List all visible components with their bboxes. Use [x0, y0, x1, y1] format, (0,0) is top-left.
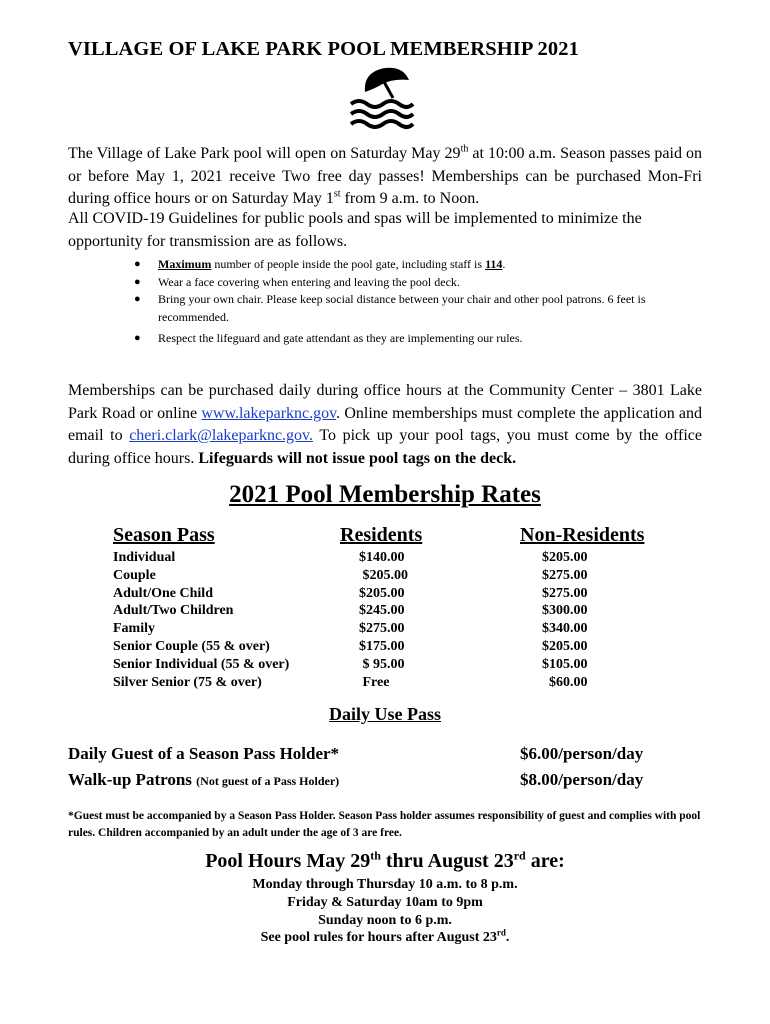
list-item: ● Bring your own chair. Please keep social distance between your chair and other pool patrons. 6 feet is recommended.: [134, 291, 714, 326]
guidelines-list: [134, 256, 714, 348]
daily-guest-label: Daily Guest of a Season Pass Holder*: [68, 744, 340, 763]
table-cell: $ 95.00: [359, 656, 405, 672]
table-cell: $205.00: [542, 638, 588, 654]
list-item: ● Wear a face covering when entering and leaving the pool deck.: [134, 274, 714, 292]
covid-intro-paragraph: All COVID-19 Guidelines for public pools and spas will be implemented to minimize the opportunity for transmission are as follows.: [68, 210, 642, 250]
table-cell: Couple: [113, 567, 156, 583]
walkup-price: $8.00/person/day: [520, 770, 644, 789]
hours-line: See pool rules for hours after August 23rd.: [260, 927, 510, 946]
table-cell: $275.00: [542, 567, 588, 583]
page-title: VILLAGE OF LAKE PARK POOL MEMBERSHIP 2021: [68, 38, 579, 60]
table-cell: $340.00: [542, 621, 588, 637]
rates-heading: 2021 Pool Membership Rates: [229, 481, 541, 508]
purchase-paragraph: Memberships can be purchased daily during office hours at the Community Center – 3801 Lake Park Road or online www.lakeparknc.gov. Online memberships must complete the application and email to cheri.clark@lakeparknc.gov. To pick up your pool tags, you must come by the office during office hours. Lifeguards will not issue pool tags on the deck.: [68, 382, 703, 467]
table-cell: $105.00: [542, 656, 588, 672]
bullet-icon: ●: [134, 332, 141, 344]
table-cell: $175.00: [359, 638, 405, 654]
table-cell: $205.00: [359, 567, 408, 583]
membership-type-column: [113, 549, 289, 691]
non-residents-price-column: [542, 549, 588, 691]
table-cell: $275.00: [359, 621, 405, 637]
table-cell: $60.00: [542, 674, 588, 690]
bullet-icon: ●: [134, 275, 141, 288]
hours-line: Monday through Thursday 10 a.m. to 8 p.m.: [252, 877, 518, 892]
table-cell: Silver Senior (75 & over): [113, 674, 262, 690]
table-cell: Adult/Two Children: [113, 603, 234, 619]
pool-hours-list: [0, 876, 770, 947]
email-link[interactable]: cheri.clark@lakeparknc.gov.: [129, 427, 314, 444]
table-cell: Free: [359, 674, 390, 690]
table-cell: Senior Individual (55 & over): [113, 656, 290, 672]
residents-price-column: [359, 549, 408, 691]
daily-guest-price: $6.00/person/day: [520, 744, 644, 763]
table-cell: $140.00: [359, 550, 405, 565]
table-cell: $245.00: [359, 603, 405, 619]
bullet-icon: ●: [134, 258, 141, 270]
daily-guest-row: [68, 744, 648, 764]
table-cell: Senior Couple (55 & over): [113, 638, 270, 654]
beach-umbrella-waves-icon: [345, 66, 415, 130]
table-cell: Adult/One Child: [113, 585, 213, 601]
daily-pass-heading: Daily Use Pass: [329, 704, 441, 724]
list-item: ● Respect the lifeguard and gate attendant as they are implementing our rules.: [134, 330, 714, 348]
table-cell: $300.00: [542, 603, 588, 619]
residents-column-header: Residents: [340, 524, 423, 546]
table-cell: Individual: [113, 550, 176, 565]
walkup-label: Walk-up Patrons: [68, 770, 197, 789]
table-cell: $205.00: [359, 585, 405, 601]
pool-hours-heading: Pool Hours May 29th thru August 23rd are:: [205, 848, 565, 872]
non-residents-column-header: Non-Residents: [520, 524, 645, 546]
bullet-icon: ●: [134, 293, 141, 305]
hours-line: Sunday noon to 6 p.m.: [318, 912, 452, 928]
hours-line: Friday & Saturday 10am to 9pm: [287, 894, 483, 910]
table-cell: Family: [113, 621, 155, 637]
season-pass-column-header: Season Pass: [113, 524, 215, 546]
list-item: ● Maximum number of people inside the pool gate, including staff is 114.: [134, 256, 714, 274]
walkup-row: [68, 770, 648, 790]
intro-paragraph: The Village of Lake Park pool will open on Saturday May 29th at 10:00 a.m. Season passes paid on or before May 1, 2021 receive Two free day passes! Memberships can be purchased Mon-Fri during office hours or on Saturday May 1st from 9 a.m. to Noon.: [68, 143, 702, 207]
walkup-note: (Not guest of a Pass Holder): [196, 774, 340, 788]
website-link[interactable]: www.lakeparknc.gov: [201, 404, 337, 422]
table-cell: $205.00: [542, 550, 588, 565]
guest-footnote: *Guest must be accompanied by a Season Pass Holder. Season Pass holder assumes responsibility of guest and complies with pool rules. Children accompanied by an adult under the age of 3 are free.: [68, 810, 701, 839]
table-cell: $275.00: [542, 585, 588, 601]
